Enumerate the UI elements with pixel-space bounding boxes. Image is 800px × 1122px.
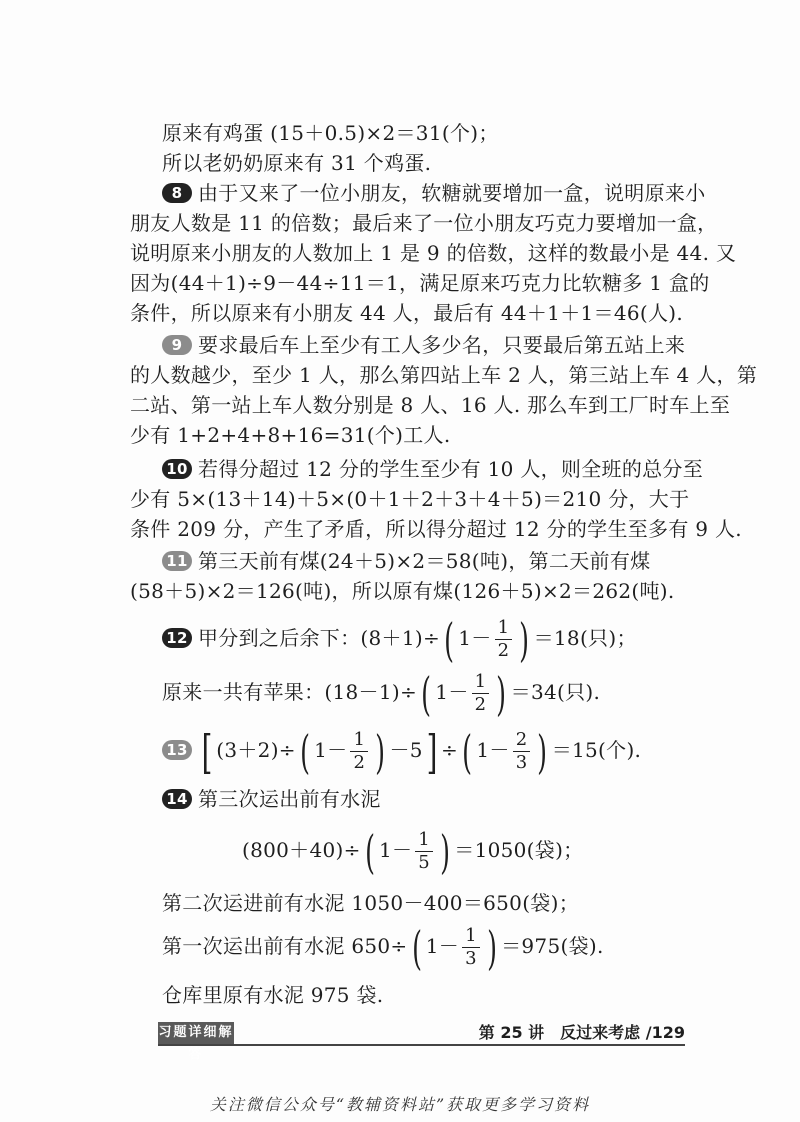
text-span: ÷ <box>441 738 459 762</box>
text-line: 条件，所以原来有小朋友 44 人，最后有 44＋1＋1＝46(人). <box>130 301 684 325</box>
text-span: ＝34(只). <box>510 680 601 704</box>
text-line <box>162 920 604 975</box>
fraction <box>350 729 368 774</box>
text-span: 1－ <box>476 738 510 762</box>
numerator: 2 <box>513 729 531 752</box>
text-span: 1－ <box>425 934 460 958</box>
paren-close: ) <box>519 612 530 667</box>
text-line: 第二次运进前有水泥 1050－400＝650(袋)； <box>162 891 580 915</box>
denominator: 2 <box>474 694 487 715</box>
text-line: 因为(44＋1)÷9－44÷11＝1，满足原来巧克力比软糖多 1 盒的 <box>130 271 710 295</box>
denominator: 2 <box>497 640 510 661</box>
denominator: 3 <box>465 948 477 969</box>
problem-10-line <box>162 454 703 484</box>
text-line: 仓库里原有水泥 975 袋. <box>162 983 384 1007</box>
text-span: 1－ <box>458 626 492 650</box>
text-span: ＝975(袋). <box>501 934 604 958</box>
text-line <box>162 666 601 721</box>
denominator: 5 <box>418 852 431 873</box>
fraction <box>462 925 480 970</box>
problem-number-badge: 14 <box>162 789 192 809</box>
problem-11-line <box>162 546 650 576</box>
numerator: 1 <box>415 829 433 852</box>
paren-open: ( <box>444 612 455 667</box>
denominator: 2 <box>353 752 366 773</box>
text-line: 二站、第一站上车人数分别是 8 人、16 人. 那么车到工厂时车上至 <box>130 393 731 417</box>
problem-number-badge: 8 <box>162 183 192 203</box>
problem-number-badge: 10 <box>162 459 192 479</box>
text-line: 条件 209 分，产生了矛盾，所以得分超过 12 分的学生至多有 9 人. <box>130 517 742 541</box>
problem-8-line <box>162 178 706 208</box>
problem-13-line <box>162 724 642 779</box>
problem-number-badge: 9 <box>162 335 192 355</box>
problem-14-line <box>162 784 381 814</box>
chapter-page-number: 第 25 讲 反过来考虑 /129 <box>478 1023 685 1042</box>
fraction <box>472 671 490 716</box>
text-span: ＝15(个). <box>551 738 642 762</box>
text-line: 朋友人数是 11 的倍数；最后来了一位小朋友巧克力要增加一盒， <box>130 211 718 235</box>
paren-open: ( <box>462 724 473 779</box>
watermark-note: 关注微信公众号“教辅资料站”获取更多学习资料 <box>209 1095 591 1114</box>
text-span: 若得分超过 12 分的学生至少有 10 人，则全班的总分至 <box>198 457 704 481</box>
bracket-close: ] <box>426 724 438 779</box>
paren-open: ( <box>299 724 311 779</box>
fraction <box>513 729 531 774</box>
text-span: ＝18(只)； <box>533 626 637 650</box>
text-line: 原来有鸡蛋 (15＋0.5)×2＝31(个)； <box>162 121 499 145</box>
numerator: 1 <box>495 617 513 640</box>
text-span: 第三次运出前有水泥 <box>198 787 381 811</box>
text-span: 1－ <box>314 738 348 762</box>
problem-9-line <box>162 330 685 360</box>
paren-close: ) <box>486 920 497 975</box>
bracket-open: [ <box>201 724 213 779</box>
text-span: 原来一共有苹果：(18－1)÷ <box>162 680 418 704</box>
text-line: 少有 5×(13＋14)＋5×(0＋1＋2＋3＋4＋5)＝210 分，大于 <box>130 487 690 511</box>
paren-open: ( <box>364 824 375 879</box>
paren-open: ( <box>411 920 422 975</box>
paren-close: ) <box>496 666 507 721</box>
paren-open: ( <box>421 666 432 721</box>
text-span: 1－ <box>435 680 469 704</box>
text-span: 由于又来了一位小朋友，软糖就要增加一盒，说明原来小 <box>198 181 706 205</box>
text-span: ＝1050(袋)； <box>454 838 584 862</box>
footer-divider <box>158 1044 685 1046</box>
text-span: 第三天前有煤(24＋5)×2＝58(吨)，第二天前有煤 <box>198 549 651 573</box>
text-line: 少有 1+2+4+8+16=31(个)工人. <box>130 423 451 447</box>
fraction <box>415 829 433 874</box>
text-span: －5 <box>389 738 423 762</box>
section-label: 习题详细解答 <box>158 1022 234 1044</box>
problem-number-badge: 11 <box>162 551 192 571</box>
text-span: (800＋40)÷ <box>242 838 361 862</box>
text-span: 第一次运出前有水泥 650÷ <box>162 934 408 958</box>
text-span: 甲分到之后余下：(8＋1)÷ <box>198 626 441 650</box>
numerator: 1 <box>350 729 368 752</box>
text-span: (3＋2)÷ <box>216 738 296 762</box>
text-line: 的人数越少，至少 1 人，那么第四站上车 2 人，第三站上车 4 人，第 <box>130 363 758 387</box>
text-line: 说明原来小朋友的人数加上 1 是 9 的倍数，这样的数最小是 44. 又 <box>130 241 737 265</box>
fraction <box>495 617 513 662</box>
denominator: 3 <box>515 752 528 773</box>
paren-close: ) <box>440 824 451 879</box>
text-line: 所以老奶奶原来有 31 个鸡蛋. <box>162 151 432 175</box>
text-span: 要求最后车上至少有工人多少名，只要最后第五站上来 <box>198 333 686 357</box>
numerator: 1 <box>472 671 490 694</box>
text-line: (58＋5)×2＝126(吨)，所以原有煤(126＋5)×2＝262(吨). <box>130 579 675 603</box>
problem-number-badge: 12 <box>162 628 192 648</box>
paren-close: ) <box>537 724 548 779</box>
paren-close: ) <box>375 724 386 779</box>
problem-12-line <box>162 612 637 667</box>
text-span: 1－ <box>378 838 413 862</box>
numerator: 1 <box>462 925 480 948</box>
equation-line <box>242 824 584 879</box>
problem-number-badge: 13 <box>162 740 192 760</box>
